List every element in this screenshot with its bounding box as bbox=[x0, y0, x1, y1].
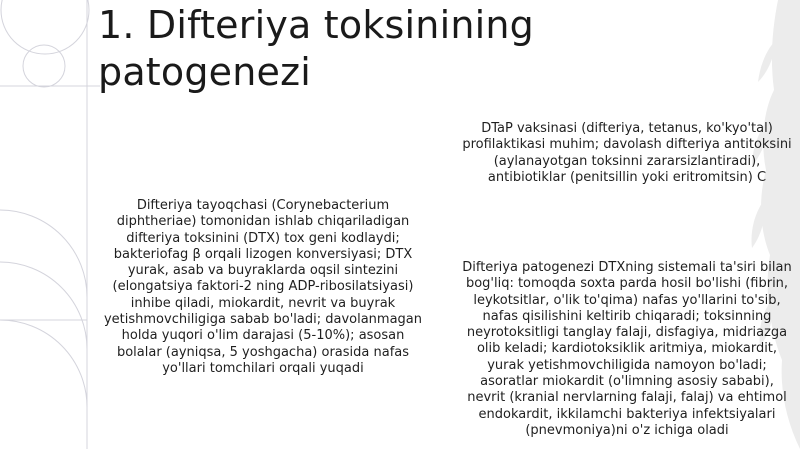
left-text-block: Difteriya tayoqchasi (Corynebacterium diphtheriae) tomonidan ishlab chiqariladigan difteriya toksinini (DTX) tox geni kodlaydi; bakteriofag β orqali lizogen konversiyasi; DTX yurak, asab va buyraklarda oqsil sintezini (elongatsiya faktori-2 ning ADP-ribosilatsiyasi) inhibe qiladi, miokardit, nevrit va buyrak yetishmovchiligiga sabab bo'ladi; davolanmagan holda yuqori o'lim darajasi (5-10%); asosan bolalar (ayniqsa, 5 yoshgacha) orasida nafas yo'llari tomchilari orqali yuqadi bbox=[103, 198, 422, 376]
small-circle-outline bbox=[23, 45, 65, 87]
large-arc-1 bbox=[0, 210, 87, 297]
left-decoration bbox=[0, 0, 100, 449]
right-bottom-text-block: Difteriya patogenezi DTXning sistemali ta'siri bilan bog'liq: tomoqda soxta parda hosil bo'lishi (fibrin, leykotsitlar, o'lik to'qima) nafas yo'llarini to'sib, nafas qisilishini keltirib chiqaradi; toksinning neyrotoksitligi tanglay falaji, disfagiya, midriazga olib keladi; kardiotoksiklik aritmiya, miokardit, yurak yetishmovchiligida namoyon bo'ladi; asoratlar miokardit (o'limning asosiy sababi), nevrit (kranial nervlarning falaji, falaj) va ehtimol endokardit, ikkilamchi bakteriya infektsiyalari (pnevmoniya)ni o'z ichiga oladi bbox=[462, 260, 792, 438]
large-arc-2 bbox=[0, 262, 87, 349]
slide-title: 1. Difteriya toksinining patogenezi bbox=[98, 3, 534, 94]
large-arc-3 bbox=[0, 320, 87, 407]
right-top-text-block: DTaP vaksinasi (difteriya, tetanus, ko'kyo'tal) profilaktikasi muhim; davolash difteriya antitoksini (aylanayotgan toksinni zararsizlantiradi), antibiotiklar (penitsillin yoki eritromitsin) C bbox=[462, 121, 792, 185]
top-circle-outline bbox=[1, 0, 89, 54]
